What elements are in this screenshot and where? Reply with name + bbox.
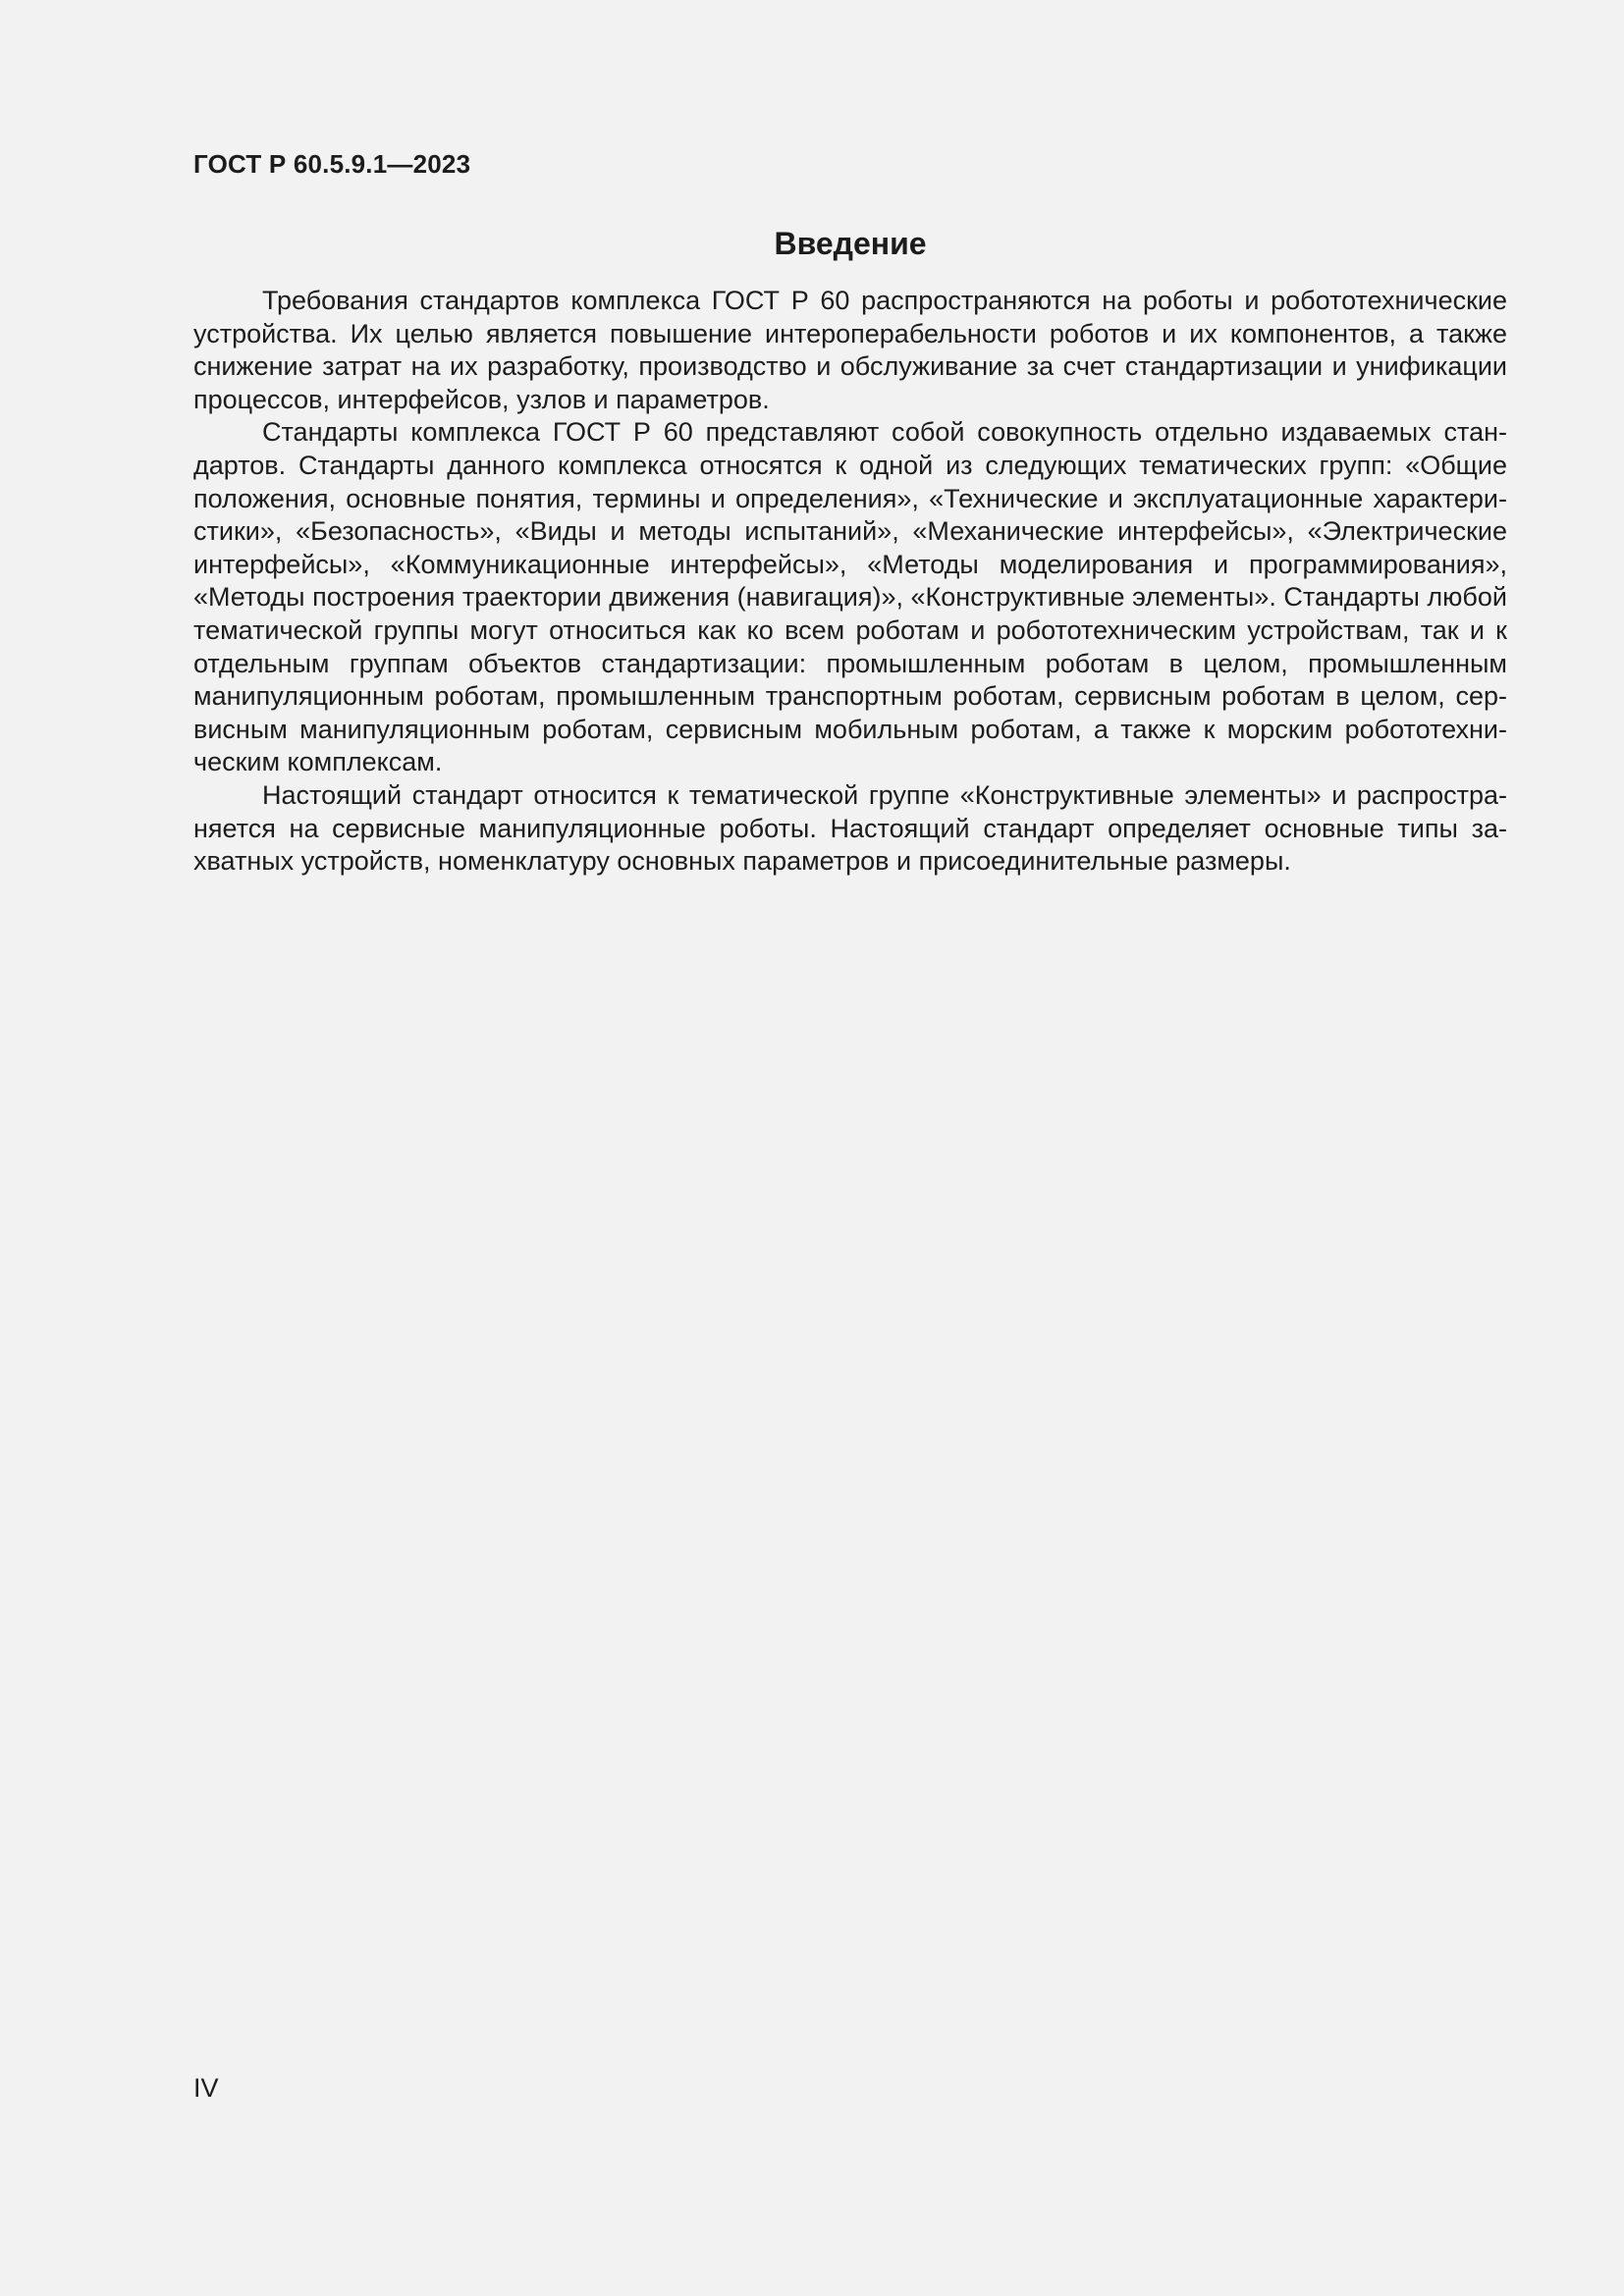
paragraph-2: Стандарты комплекса ГОСТ Р 60 представляют собой совокупность отдельно издаваемых стандартов. Стандарты данного комплекса относятся к одной из следующих тематических групп: «Общие положения, основные понятия, термины и определения», «Технические и эксплуатационные характеристики», «Безопасность», «Виды и методы испытаний», «Механические интерфейсы», «Электрические интерфейсы», «Коммуникационные интерфейсы», «Методы моделирования и программирования», «Методы построения траектории движения (навигация)», «Конструктивные элементы». Стандарты любой тематической группы могут относиться как ко всем роботам и робототехническим устройствам, так и к отдельным группам объектов стандартизации: промышленным роботам в целом, промышленным манипуляционным роботам, промышленным транспортным роботам, сервисным роботам в целом, сервисным манипуляционным роботам, сервисным мобильным роботам, а также к морским робототехническим комплексам. bbox=[193, 417, 1507, 777]
section-title: Введение bbox=[774, 226, 927, 261]
paragraph-3: Настоящий стандарт относится к тематической группе «Конструктивные элементы» и распространяется на сервисные манипуляционные роботы. Настоящий стандарт определяет основные типы захватных устройств, номенклатуру основных параметров и присоединительные размеры. bbox=[193, 779, 1507, 877]
page-number: IV bbox=[193, 2073, 219, 2103]
paragraph-1: Требования стандартов комплекса ГОСТ Р 60 распространяются на роботы и робототехнические устройства. Их целью является повышение интероперабельности роботов и их компонентов, а также снижение затрат на их разработку, производство и обслуживание за счет стандартизации и унификации процессов, интерфейсов, узлов и параметров. bbox=[193, 286, 1507, 414]
section-body bbox=[193, 285, 1507, 879]
document-code: ГОСТ Р 60.5.9.1—2023 bbox=[193, 149, 471, 179]
